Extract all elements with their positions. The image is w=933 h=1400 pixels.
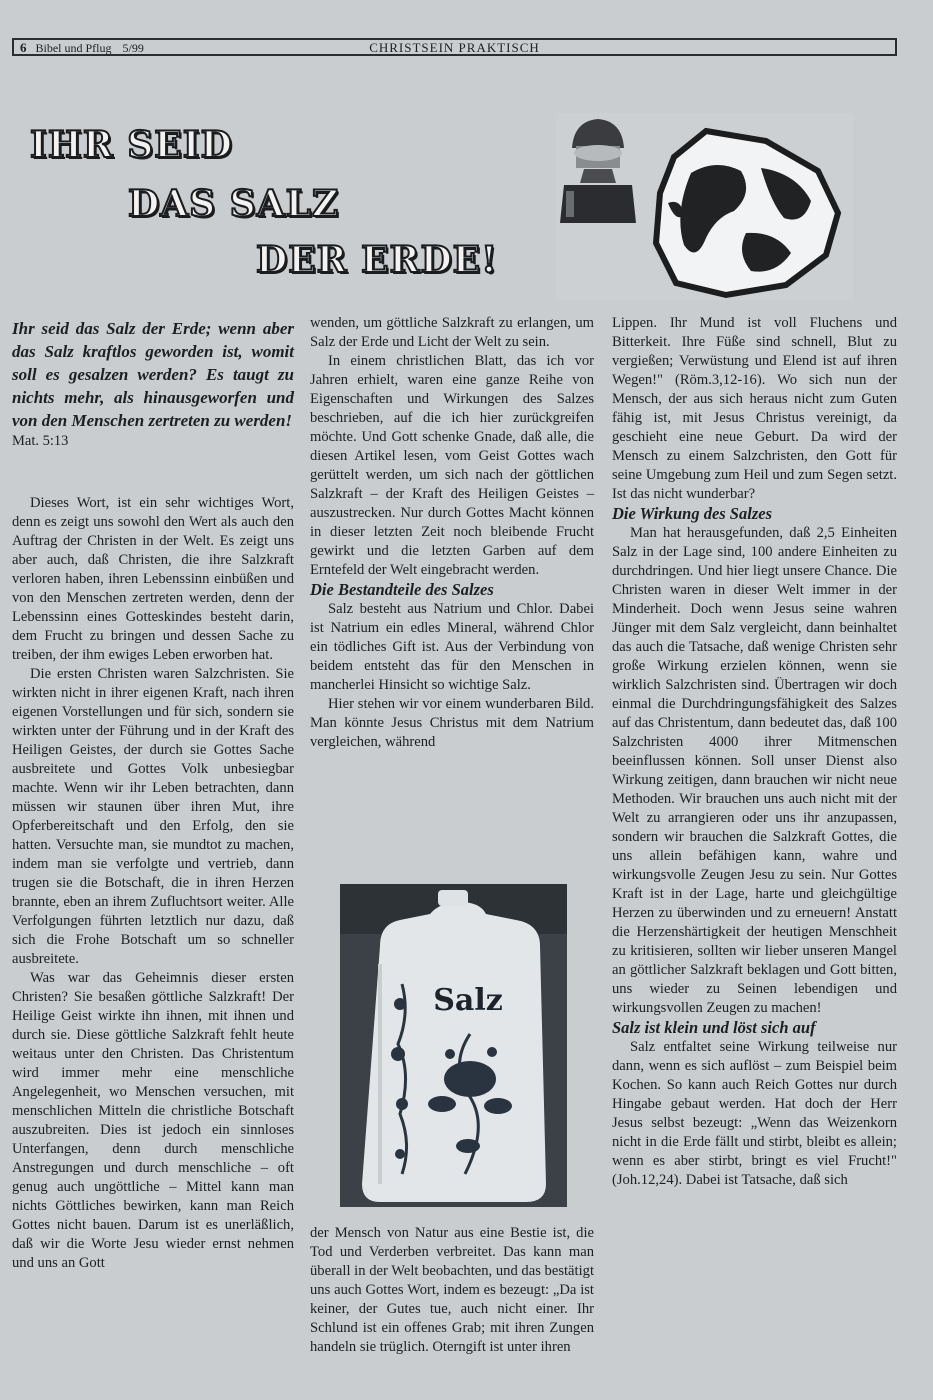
column-2-continued [310, 1224, 594, 1357]
col3-subheading-2: Salz ist klein und löst sich auf [612, 1018, 816, 1037]
col3-paragraph-2: Man hat herausgefunden, daß 2,5 Einheiten Salz in der Lage sind, 100 andere Einheiten zu durchdringen. Und hier liegt unsere Chance. Die Christen waren in dieser Welt immer in der Minderheit. Doch wenn Jesus seine wahren Jünger mit dem Salz vergleicht, dann beinhaltet das auch die Tatsache, daß wenige Christen sehr große Wirkung erzielen können, wenn sie wirklich Salzchristen sind. Übertragen wir doch einmal die Durchdringungsfähigkeit des Salzes auf das Christentum, dann bedeutet das, daß 100 Salzchristen 4000 ihrer Mitmenschen beeinflussen können. Soll unser Dienst also Wirkung zeitigen, dann brauchen wir nicht neue Methoden. Wir brauchen uns auch nicht mit der Welt zu arrangieren oder uns ihr anzupassen, sondern wir brauchen die Salzkraft Gottes, die uns allein befähigen kann, wahre und wirkungsvolle Zeugen Jesu zu sein. Nur Gottes Kraft ist in der Lage, harte und gleichgültige Herzen zu überwinden und zu erneuern! Anstatt die Herzenshärtigkeit der heutigen Menschheit zu kritisieren, sollten wir lieber unseren Mangel an göttlicher Salzkraft beklagen und Gott bitten, uns wieder zu Seinen lebendigen und wirkungsvollen Zeugen zu machen! [612, 525, 897, 1016]
col1-paragraph-3: Was war das Geheimnis dieser ersten Christen? Sie besaßen göttliche Salzkraft! Der Heilige Geist wirkte ihn ihnen, mit ihnen und durch sie. Diese göttliche Salzkraft fehlt heute weitaus unter den Christen. Das Christentum wird immer mehr eine menschliche Angelegenheit, wo Menschen versuchen, mit menschlichen Mitteln die christliche Botschaft auszubreiten. Dies ist jedoch ein sinnloses Unterfangen, denn durch menschliche Anstregungen und durch menschliche – oft genug auch ungöttliche – Mittel kann man nichts Göttliches bewirken, kann man Reich Gottes nicht bauen. Darum ist es unerläßlich, daß wir die Worte Jesu wieder ernst nehmen und uns an Gott [12, 970, 294, 1271]
section-title: CHRISTSEIN PRAKTISCH [369, 40, 540, 55]
col2-subheading: Die Bestandteile des Salzes [310, 580, 494, 599]
col1-paragraph-1: Dieses Wort, ist ein sehr wichtiges Wort, denn es zeigt uns sowohl den Wert als auch den Auftrag der Christen in der Welt. Es zeigt uns aber auch, daß Christen, die ihre Salzkraft verloren haben, ihren Lebenssinn einbüßen und von den Menschen zertreten werden, denn der Lebenssinn eines Gotteskindes besteht darin, dem Frucht zu bringen und dessen Sache zu treiben, der ihm ewiges Leben erworben hat. [12, 495, 294, 663]
title-line-2: DAS SALZ [128, 183, 340, 225]
col1-paragraph-2: Die ersten Christen waren Salzchristen. Sie wirkten nicht in ihrer eigenen Kraft, nach ihren eigenen Vorstellungen und für sich, sondern sie wirkten unter der Führung und in der Kraft des Heiligen Geistes, der durch sie Gottes Sache ausbreitete und Gottes Volk unbesiegbar machte. Wenn wir ihr Leben betrachten, dann müssen wir staunen über ihren Mut, ihre Opferbereitschaft und den Erfolg, den sie hatten. Versuchte man, sie mundtot zu machen, indem man sie verfolgte und vertrieb, dann trugen sie die Botschaft, die in ihren Herzen brannte, eben an ihrem Zufluchtsort weiter. Alle Verfolgungen führten letztlich nur dazu, daß sich die Frohe Botschaft um so schneller ausbreitete. [12, 666, 294, 967]
salt-shaker-globe-illustration [556, 113, 853, 300]
column-3 [612, 314, 897, 1190]
title-line-1: IHR SEID [30, 124, 233, 166]
intro-quote [12, 317, 294, 451]
jar-label: Salz [433, 983, 503, 1018]
page-header [12, 38, 897, 56]
col2-paragraph-5: der Mensch von Natur aus eine Bestie ist, die Tod und Verderben verbreitet. Das kann man überall in der Welt beobachten, und das bestätigt uns auch Gottes Wort, indem es bezeugt: „Da ist keiner, der Gutes tue, auch nicht einer. Ihr Schlund ist ein offenes Grab; mit ihren Zungen handeln sie trüglich. Oterngift ist unter ihren [310, 1225, 594, 1355]
intro-quote-reference: Mat. 5:13 [12, 433, 69, 449]
salt-shaker-globe-image [556, 113, 853, 300]
col2-paragraph-3: Salz besteht aus Natrium und Chlor. Dabei ist Natrium ein edles Mineral, während Chlor ein tödliches Gift ist. Aus der Verbindung von beidem entsteht das für den Menschen in mancherlei Hinsicht so wichtige Salz. [310, 601, 594, 693]
publication-name: Bibel und Pflug [35, 41, 112, 55]
salt-jar-photo [340, 884, 567, 1207]
title-line-3: DER ERDE! [256, 239, 498, 281]
col3-paragraph-1: Lippen. Ihr Mund ist voll Fluchens und Bitterkeit. Ihre Füße sind schnell, Blut zu vergießen; Verwüstung und Elend ist auf ihren Wegen!" (Röm.3,12-16). Wo sich nun der Mensch, der aus sich heraus nicht zum Guten fähig ist, mit Jesus Christus vereinigt, da geschieht eine neue Geburt. Da wird der Mensch zu einem Salzchristen, den Gott für seine Umgebung zum Heil und zum Segen setzt. Ist das nicht wunderbar? [612, 315, 897, 502]
col2-paragraph-1: wenden, um göttliche Salzkraft zu erlangen, um Salz der Erde und Licht der Welt zu sein. [310, 315, 594, 350]
col3-paragraph-3: Salz entfaltet seine Wirkung teilweise nur dann, wenn es sich auflöst – zum Beispiel beim Kochen. So kann auch Reich Gottes nur durch Hingabe gebaut werden. Hat doch der Herr Jesus selbst bezeugt: „Wenn das Weizenkorn nicht in die Erde fällt und stirbt, bleibt es allein; wenn es aber stirbt, bringt es viel Frucht!" (Joh.12,24). Dabei ist Tatsache, daß sich [612, 1039, 897, 1188]
col2-paragraph-2: In einem christlichen Blatt, das ich vor Jahren erhielt, waren eine ganze Reihe von Eigenschaften und Wirkungen des Salzes beschrieben, auf die ich hier zurückgreifen möchte. Und Gott schenke Gnade, daß alle, die diesen Artikel lesen, vom Geist Gottes wach gerüttelt werden, um sich nach der göttlichen Salzkraft – der Kraft des Heiligen Geistes – auszustrecken. Nur durch Gottes Macht können in dieser letzten Zeit noch bleibende Frucht gewirkt und die letzten Garben auf dem Erntefeld der Welt eingebracht werden. [310, 353, 594, 578]
page-number: 6 [20, 40, 27, 55]
col3-subheading-1: Die Wirkung des Salzes [612, 504, 772, 523]
col2-paragraph-4: Hier stehen wir vor einem wunderbaren Bild. Man könnte Jesus Christus mit dem Natrium vergleichen, während [310, 696, 594, 750]
column-2 [310, 314, 594, 752]
column-1 [12, 494, 294, 1273]
issue-number: 5/99 [122, 41, 144, 55]
salt-jar-image [340, 884, 567, 1207]
intro-quote-text: Ihr seid das Salz der Erde; wenn aber das Salz kraftlos geworden ist, womit soll es gesalzen werden? Es taugt zu nichts mehr, als hinausgeworfen und von den Menschen zertreten zu werden! [12, 319, 294, 430]
